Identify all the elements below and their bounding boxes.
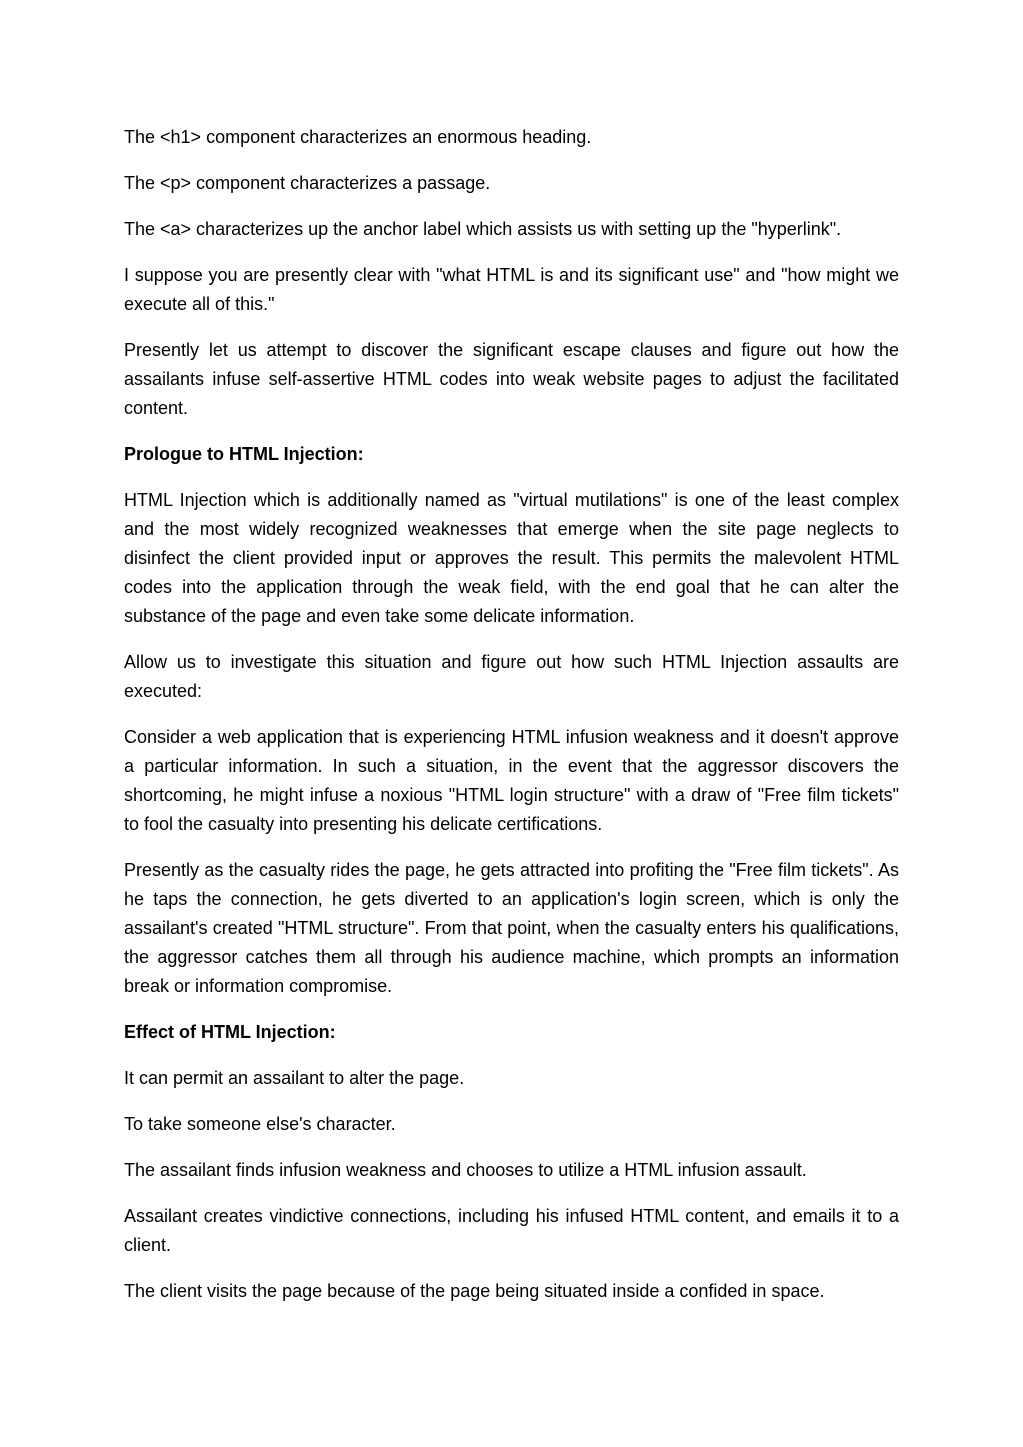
paragraph-h1-description: The <h1> component characterizes an enormous heading. xyxy=(124,127,592,147)
paragraph-scenario: Consider a web application that is experiencing HTML infusion weakness and it doesn't approve a particular information. In such a situation, in the event that the aggressor discovers the shortcoming, he might infuse a noxious "HTML login structure" with a draw of "Free film tickets" to fool the casualty into presenting his delicate certifications. xyxy=(124,727,899,834)
paragraph-injection-definition: HTML Injection which is additionally named as "virtual mutilations" is one of the least complex and the most widely recognized weaknesses that emerge when the site page neglects to disinfect the client provided input or approves the result. This permits the malevolent HTML codes into the application through the weak field, with the end goal that he can alter the substance of the page and even take some delicate information. xyxy=(124,490,899,626)
section-heading-prologue: Prologue to HTML Injection: xyxy=(124,444,364,464)
paragraph-a-description: The <a> characterizes up the anchor label which assists us with setting up the "hyperlink". xyxy=(124,219,842,239)
section-heading-effect: Effect of HTML Injection: xyxy=(124,1022,336,1042)
document-page xyxy=(124,123,899,1323)
paragraph-p-description: The <p> component characterizes a passage. xyxy=(124,173,491,193)
paragraph-victim-flow: Presently as the casualty rides the page, he gets attracted into profiting the "Free film tickets". As he taps the connection, he gets diverted to an application's login screen, which is only the assailant's created "HTML structure". From that point, when the casualty enters his qualifications, the aggressor catches them all through his audience machine, which prompts an information break or information compromise. xyxy=(124,860,899,996)
paragraph-effect-finds-weakness: The assailant finds infusion weakness and chooses to utilize a HTML infusion assault. xyxy=(124,1160,807,1180)
paragraph-effect-alter-page: It can permit an assailant to alter the page. xyxy=(124,1068,465,1088)
paragraph-effect-client-visits: The client visits the page because of the page being situated inside a confided in space. xyxy=(124,1281,825,1301)
paragraph-effect-emails-link: Assailant creates vindictive connections, including his infused HTML content, and emails it to a client. xyxy=(124,1206,899,1255)
paragraph-escape-clauses: Presently let us attempt to discover the significant escape clauses and figure out how the assailants infuse self-assertive HTML codes into weak website pages to adjust the facilitated content. xyxy=(124,340,899,418)
paragraph-investigate: Allow us to investigate this situation and figure out how such HTML Injection assaults are executed: xyxy=(124,652,899,701)
paragraph-html-use: I suppose you are presently clear with "what HTML is and its significant use" and "how might we execute all of this." xyxy=(124,265,899,314)
paragraph-effect-identity: To take someone else's character. xyxy=(124,1114,396,1134)
